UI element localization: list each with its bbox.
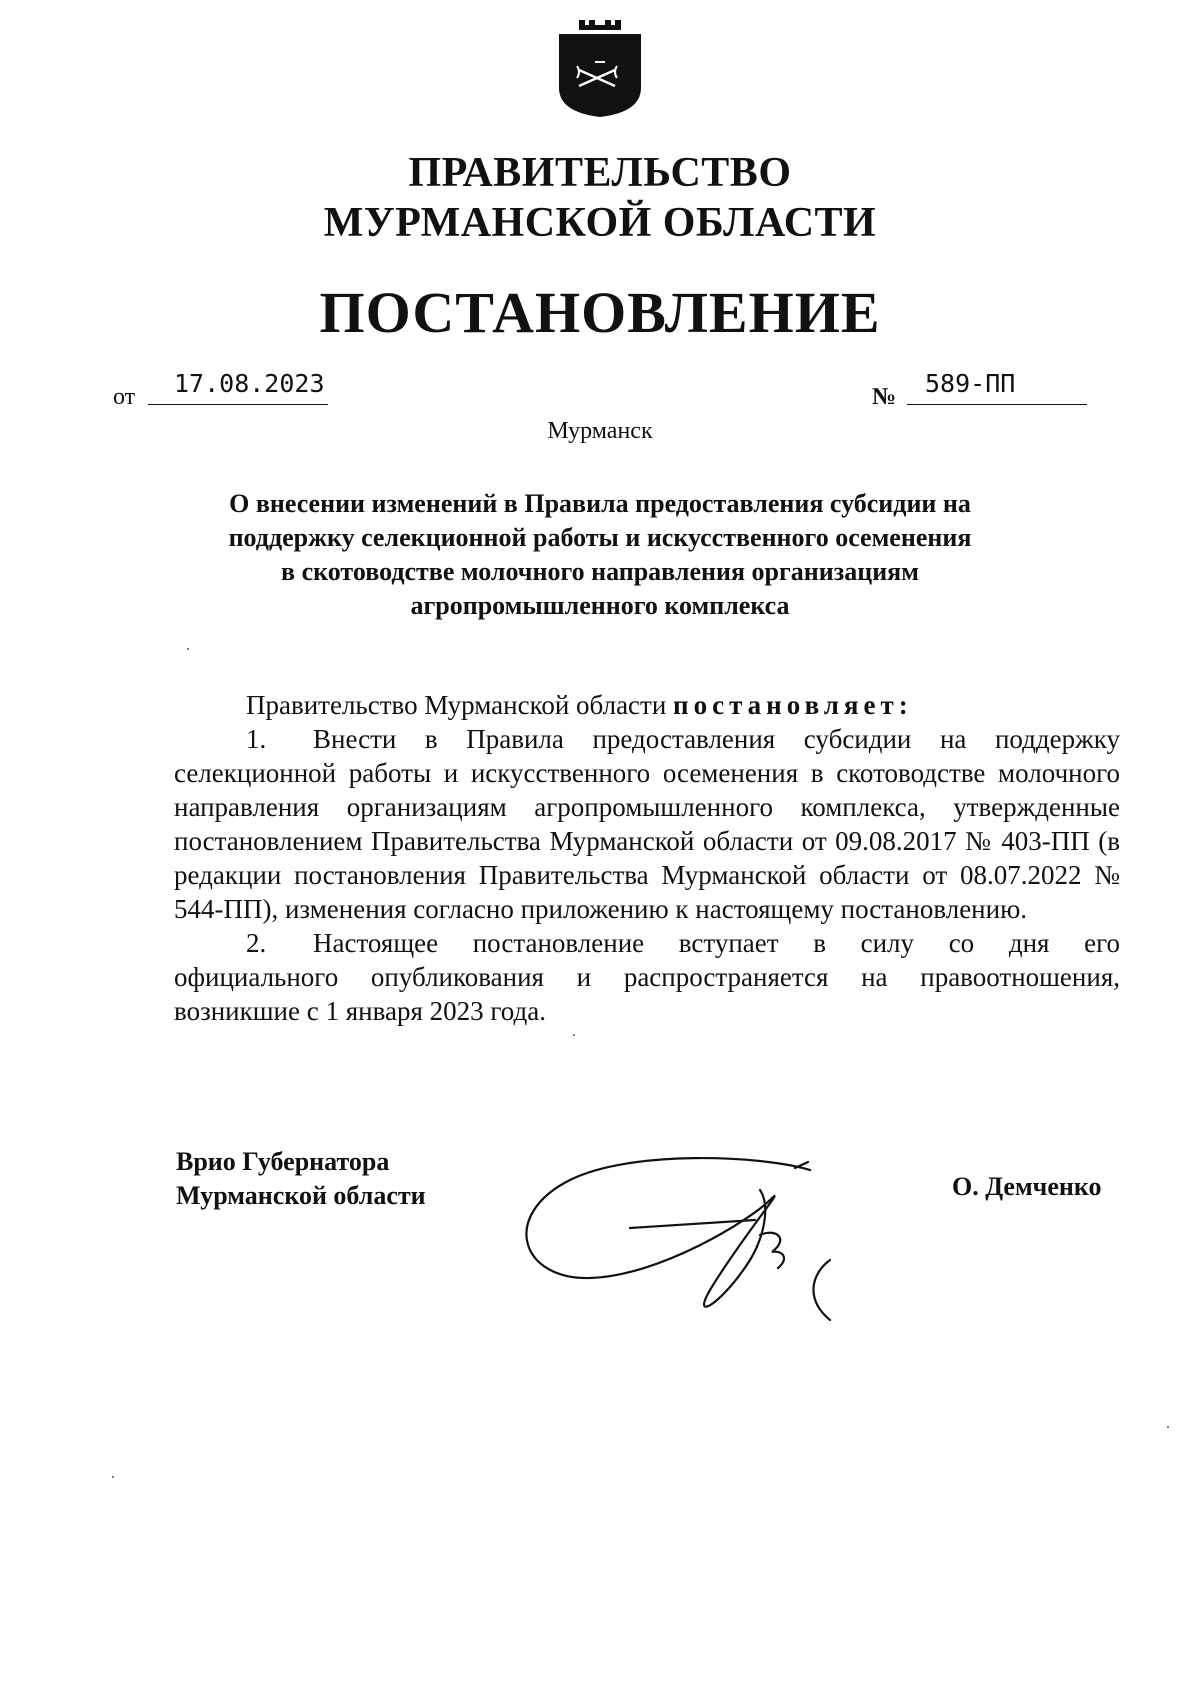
date-label: от xyxy=(113,384,136,410)
document-title xyxy=(220,487,980,623)
scan-speck xyxy=(187,648,189,650)
item1-number: 1. xyxy=(246,724,267,754)
item1-first-text: Внести в Правила предоставления субсидии на поддержку xyxy=(313,724,1120,754)
item1-first-line xyxy=(174,722,1120,756)
document-body xyxy=(174,688,1120,1028)
coat-of-arms-icon xyxy=(557,20,643,118)
title-line: О внесении изменений в Правила предоставления субсидии на xyxy=(229,489,971,518)
title-line: поддержку селекционной работы и искусственного осеменения xyxy=(228,523,972,552)
intro-action: постановляет: xyxy=(673,690,913,720)
intro-text: Правительство Мурманской области xyxy=(246,690,667,720)
document-number: 589-ПП xyxy=(907,368,1087,405)
city: Мурманск xyxy=(547,418,653,444)
item1-rest: селекционной работы и искусственного осеменения в скотоводстве молочного направления организациям агропромышленного комплекса, утвержденные постановлением Правительства Мурманской области от 09.08.2017 № 403-ПП (в редакции постановления Правительства Мурманской области от 08.07.2022 № 544-ПП), изменения согласно приложению к настоящему постановлению. xyxy=(174,758,1120,924)
signatory-position xyxy=(176,1145,426,1213)
signatory-name: О. Демченко xyxy=(952,1172,1102,1201)
handwritten-signature xyxy=(510,1150,920,1330)
scan-speck xyxy=(1167,1426,1169,1428)
item2-number: 2. xyxy=(246,928,267,958)
title-line: агропромышленного комплекса xyxy=(410,591,790,620)
item2-rest: официального опубликования и распространяется на правоотношения, возникшие с 1 января 2023 года. xyxy=(174,962,1120,1026)
number-label: № xyxy=(872,384,897,410)
item2-first-text: Настоящее постановление вступает в силу со дня его xyxy=(313,928,1120,958)
title-line: в скотоводстве молочного направления организациям xyxy=(281,557,919,586)
scan-speck xyxy=(112,1476,114,1478)
organization-name-line1: ПРАВИТЕЛЬСТВО xyxy=(408,150,792,196)
position-line: Мурманской области xyxy=(176,1181,426,1210)
intro-paragraph xyxy=(174,688,1120,722)
item2-first-line xyxy=(174,926,1120,960)
position-line: Врио Губернатора xyxy=(176,1147,390,1176)
scan-speck xyxy=(573,1034,575,1036)
organization-name-line2: МУРМАНСКОЙ ОБЛАСТИ xyxy=(323,200,877,246)
document-date: 17.08.2023 xyxy=(148,368,328,405)
document-type: ПОСТАНОВЛЕНИЕ xyxy=(319,280,881,345)
